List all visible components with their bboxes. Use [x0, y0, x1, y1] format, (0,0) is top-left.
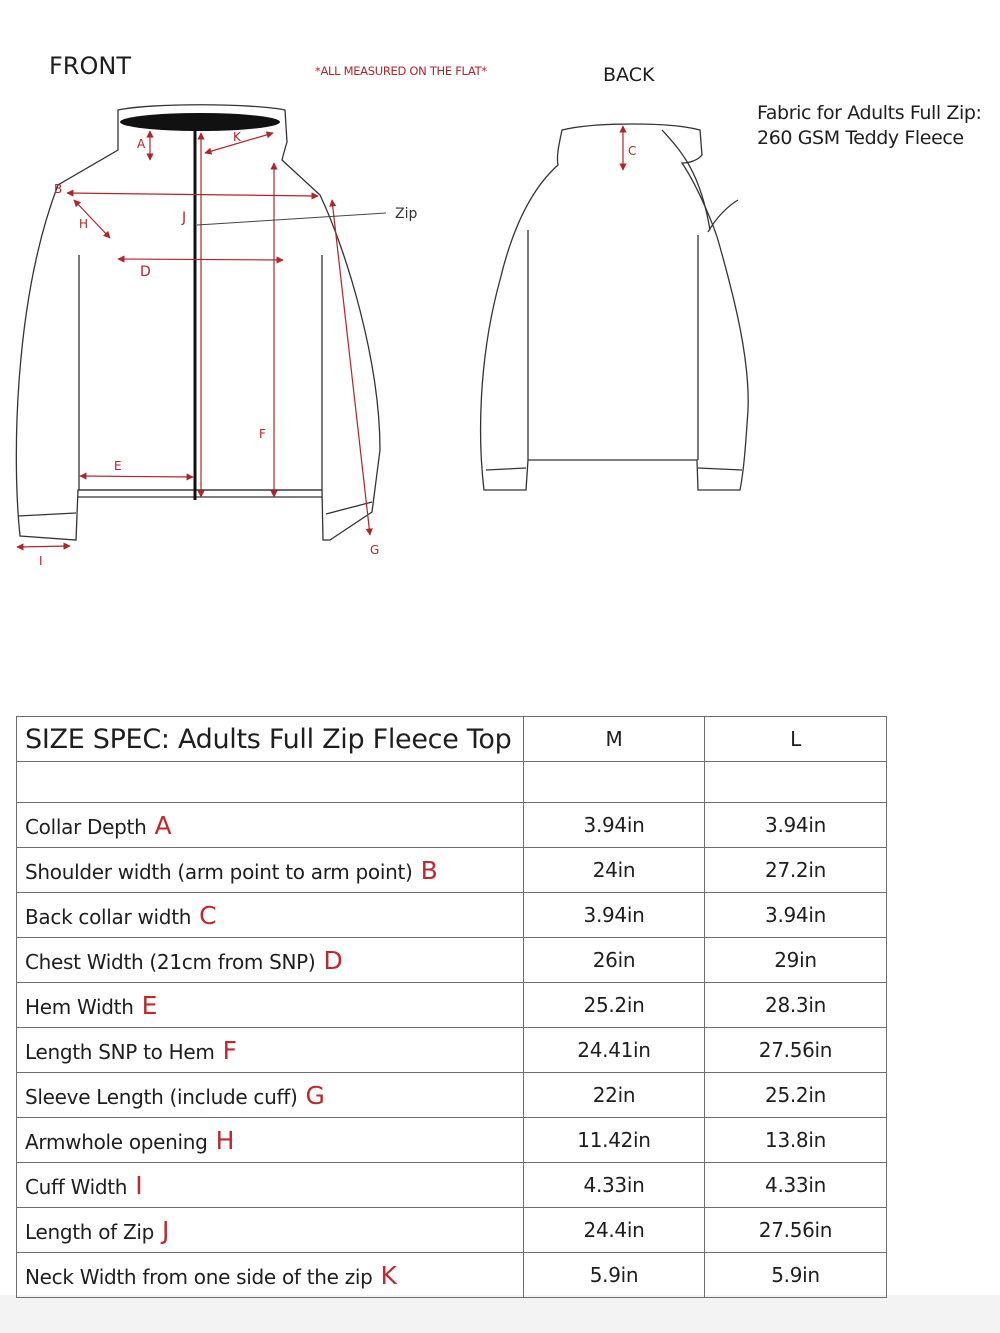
label-zip: Zip [395, 206, 418, 222]
value-m: 24.41in [524, 1028, 705, 1073]
value-m: 22in [524, 1073, 705, 1118]
front-title: FRONT [49, 52, 131, 80]
value-m: 26in [524, 938, 705, 983]
measurement-name-cell [17, 803, 524, 848]
garment-diagram [0, 0, 1000, 620]
measurement-name: Chest Width (21cm from SNP) [25, 949, 316, 974]
back-hoodie-outline [481, 124, 749, 490]
measurement-letter: F [222, 1035, 237, 1065]
value-m: 4.33in [524, 1163, 705, 1208]
value-l: 3.94in [705, 893, 887, 938]
measurement-name: Length SNP to Hem [25, 1039, 215, 1064]
label-j: J [182, 210, 187, 226]
label-f: F [259, 427, 266, 441]
value-m: 11.42in [524, 1118, 705, 1163]
table-row [17, 1208, 887, 1253]
measurement-name-cell [17, 1253, 524, 1298]
table-title-prefix: SIZE SPEC: [25, 723, 178, 755]
value-l: 3.94in [705, 803, 887, 848]
label-d: D [140, 264, 151, 280]
measurement-name: Back collar width [25, 904, 192, 929]
measurement-name: Cuff Width [25, 1174, 128, 1199]
fabric-line-1: Fabric for Adults Full Zip: [757, 102, 982, 124]
measurement-name-cell [17, 1163, 524, 1208]
size-header-m: M [524, 717, 705, 762]
label-g: G [370, 543, 380, 557]
measurement-name: Shoulder width (arm point to arm point) [25, 859, 413, 884]
hood-opening [120, 113, 280, 131]
front-hoodie-outline [16, 105, 380, 540]
measurement-name-cell [17, 938, 524, 983]
value-l: 13.8in [705, 1118, 887, 1163]
measurement-letter: B [420, 855, 438, 885]
value-l: 29in [705, 938, 887, 983]
zip-pointer [197, 213, 386, 225]
label-c: C [628, 144, 637, 158]
label-b: B [54, 182, 63, 196]
size-spec-table [16, 716, 887, 1298]
table-title-cell [17, 717, 524, 762]
value-m: 5.9in [524, 1253, 705, 1298]
measurement-name: Neck Width from one side of the zip [25, 1264, 373, 1289]
table-row [17, 1118, 887, 1163]
measurement-letter: D [323, 945, 343, 975]
value-m: 25.2in [524, 983, 705, 1028]
value-m: 24in [524, 848, 705, 893]
measurement-name: Hem Width [25, 994, 134, 1019]
table-row [17, 893, 887, 938]
value-l: 5.9in [705, 1253, 887, 1298]
back-title: BACK [603, 64, 655, 86]
label-e: E [114, 459, 122, 473]
measurement-name-cell [17, 1073, 524, 1118]
value-l: 27.2in [705, 848, 887, 893]
measurement-letter: I [135, 1170, 143, 1200]
value-m: 24.4in [524, 1208, 705, 1253]
table-blank-row [17, 762, 887, 803]
measurement-letter: H [215, 1125, 235, 1155]
measurement-letter: G [305, 1080, 325, 1110]
blank-cell [705, 762, 887, 803]
label-i: I [39, 554, 43, 568]
blank-cell [17, 762, 524, 803]
size-header-l: L [705, 717, 887, 762]
value-l: 27.56in [705, 1028, 887, 1073]
measurement-name-cell [17, 1118, 524, 1163]
label-h: H [79, 217, 89, 231]
value-l: 4.33in [705, 1163, 887, 1208]
value-l: 27.56in [705, 1208, 887, 1253]
measurement-letter: E [141, 990, 158, 1020]
measurement-name-cell [17, 1028, 524, 1073]
table-row [17, 1073, 887, 1118]
label-a: A [137, 137, 146, 151]
blank-cell [524, 762, 705, 803]
table-header-row [17, 717, 887, 762]
measurement-name-cell [17, 893, 524, 938]
measurement-letter: J [162, 1215, 170, 1245]
table-row [17, 1028, 887, 1073]
measurement-name-cell [17, 1208, 524, 1253]
measurement-letter: K [380, 1260, 397, 1290]
measurement-name-cell [17, 983, 524, 1028]
table-row [17, 938, 887, 983]
table-title: Adults Full Zip Fleece Top [177, 723, 512, 755]
measurement-name: Length of Zip [25, 1219, 155, 1244]
measurement-note: *ALL MEASURED ON THE FLAT* [315, 64, 487, 78]
measurement-name: Armwhole opening [25, 1129, 208, 1154]
label-k: K [233, 130, 241, 144]
value-l: 28.3in [705, 983, 887, 1028]
table-row [17, 1163, 887, 1208]
measurement-name: Collar Depth [25, 814, 147, 839]
table-row [17, 983, 887, 1028]
value-l: 25.2in [705, 1073, 887, 1118]
table-row [17, 803, 887, 848]
value-m: 3.94in [524, 803, 705, 848]
value-m: 3.94in [524, 893, 705, 938]
table-row [17, 1253, 887, 1298]
table-row [17, 848, 887, 893]
fabric-line-2: 260 GSM Teddy Fleece [757, 127, 964, 149]
measurement-name-cell [17, 848, 524, 893]
measurement-name: Sleeve Length (include cuff) [25, 1084, 298, 1109]
measurement-letter: C [199, 900, 217, 930]
measurement-letter: A [154, 810, 172, 840]
